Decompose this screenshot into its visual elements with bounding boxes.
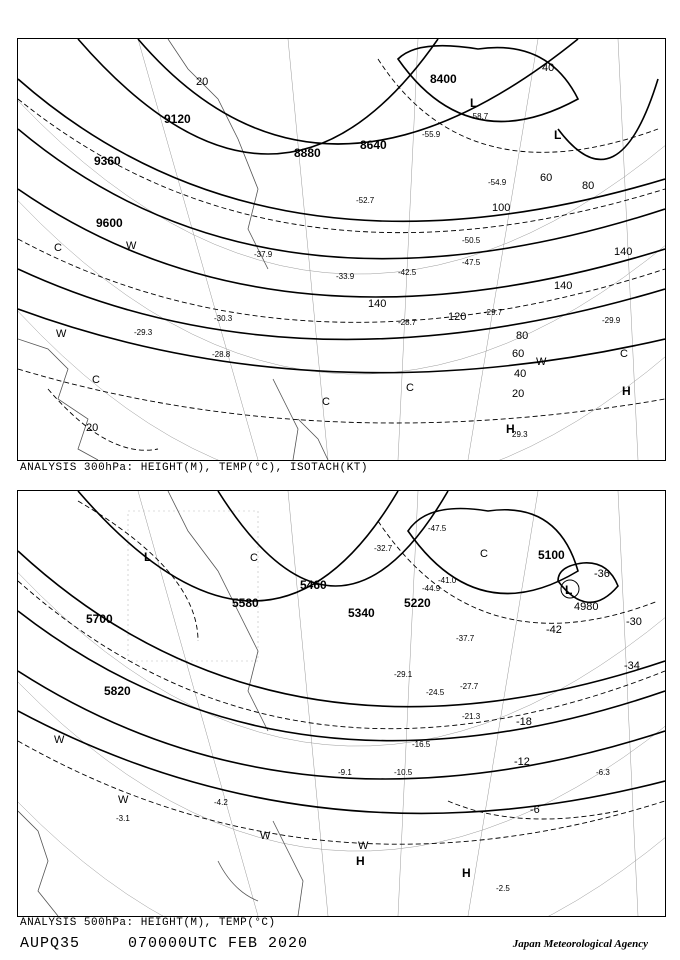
isotach-label: 60 bbox=[512, 348, 525, 360]
low-center: L bbox=[144, 550, 152, 564]
height-label: 8640 bbox=[360, 138, 387, 152]
isotach-label: 20 bbox=[196, 76, 209, 88]
temp-sample: -54.9 bbox=[488, 178, 507, 187]
cold-center: C bbox=[480, 548, 488, 560]
height-label: 5100 bbox=[538, 548, 565, 562]
warm-center: W bbox=[536, 356, 547, 368]
isotherm-label: -42 bbox=[546, 624, 562, 636]
temp-sample: -29.3 bbox=[134, 328, 153, 337]
temp-sample: -47.5 bbox=[428, 524, 447, 533]
isotach-label: 80 bbox=[516, 330, 529, 342]
high-center: H bbox=[356, 854, 365, 868]
isotach-label: 40 bbox=[514, 368, 527, 380]
chart-300hpa-map bbox=[18, 39, 665, 460]
chart-500hpa-map bbox=[18, 491, 665, 916]
temp-sample: -6.3 bbox=[596, 768, 610, 777]
cold-center: C bbox=[620, 348, 628, 360]
height-label: 5700 bbox=[86, 612, 113, 626]
isotherm-label: -12 bbox=[514, 756, 530, 768]
isotach-label: 140 bbox=[614, 246, 633, 258]
height-label: 9120 bbox=[164, 112, 191, 126]
temp-sample: -4.2 bbox=[214, 798, 228, 807]
temp-sample: -16.5 bbox=[412, 740, 431, 749]
temp-sample: -10.5 bbox=[394, 768, 413, 777]
chart-code: AUPQ35 bbox=[20, 935, 81, 952]
temp-sample: -47.5 bbox=[462, 258, 481, 267]
temperature-samples bbox=[116, 524, 610, 893]
warm-center: W bbox=[54, 734, 65, 746]
height-label: 8400 bbox=[430, 72, 457, 86]
isotherms bbox=[18, 59, 665, 450]
temp-sample: -28.7 bbox=[398, 318, 417, 327]
cold-center: C bbox=[322, 396, 330, 408]
temp-sample: -29.9 bbox=[602, 316, 621, 325]
pressure-centers bbox=[54, 96, 631, 439]
temp-sample: -37.7 bbox=[456, 634, 475, 643]
isotherm-label: -6 bbox=[530, 804, 540, 816]
warm-center: W bbox=[118, 794, 129, 806]
isotach-label: 20 bbox=[86, 422, 99, 434]
high-center: H bbox=[506, 422, 515, 436]
height-label: 8880 bbox=[294, 146, 321, 160]
temp-sample: -42.5 bbox=[398, 268, 417, 277]
height-label: 5580 bbox=[232, 596, 259, 610]
chart-300hpa bbox=[17, 38, 666, 461]
chart-500hpa bbox=[17, 490, 666, 917]
isotach-label: 100 bbox=[492, 202, 511, 214]
warm-center: W bbox=[126, 240, 137, 252]
temp-sample: -28.8 bbox=[212, 350, 231, 359]
valid-time: 070000UTC FEB 2020 bbox=[128, 935, 309, 952]
height-label: 5340 bbox=[348, 606, 375, 620]
chart-500hpa-caption: ANALYSIS 500hPa: HEIGHT(M), TEMP(°C) bbox=[20, 917, 276, 929]
height-label: 9600 bbox=[96, 216, 123, 230]
coastline bbox=[18, 39, 328, 460]
isotach-label: 120 bbox=[448, 311, 467, 323]
isotherm-label: -30 bbox=[626, 616, 642, 628]
cold-center: C bbox=[250, 552, 258, 564]
isotach-label: 140 bbox=[554, 280, 573, 292]
temp-sample: -32.7 bbox=[374, 544, 393, 553]
temp-sample: -37.9 bbox=[254, 250, 273, 259]
coastline bbox=[18, 491, 303, 916]
high-temp-sample: 29.3 bbox=[512, 430, 528, 439]
high-center: H bbox=[462, 866, 471, 880]
cold-center: C bbox=[406, 382, 414, 394]
temp-sample: -33.9 bbox=[336, 272, 355, 281]
isotach-label: 40 bbox=[542, 62, 555, 74]
low-center: L bbox=[470, 96, 478, 110]
cold-center: C bbox=[54, 242, 62, 254]
isotherm-label: -34 bbox=[624, 660, 640, 672]
isotach-label: 140 bbox=[368, 298, 387, 310]
isotherms bbox=[18, 501, 665, 844]
height-labels bbox=[94, 72, 457, 230]
height-label: 5820 bbox=[104, 684, 131, 698]
isotherm-label: -36 bbox=[594, 568, 610, 580]
isotach-label: 20 bbox=[512, 388, 525, 400]
agency-name: Japan Meteorological Agency bbox=[512, 938, 648, 950]
temp-sample: -55.9 bbox=[422, 130, 441, 139]
temp-sample: -24.5 bbox=[426, 688, 445, 697]
temp-sample: -58.7 bbox=[470, 112, 489, 121]
temp-sample: -9.1 bbox=[338, 768, 352, 777]
temp-sample: -41.0 bbox=[438, 576, 457, 585]
temp-sample: -27.7 bbox=[460, 682, 479, 691]
isotach-label: 80 bbox=[582, 180, 595, 192]
height-label: 5460 bbox=[300, 578, 327, 592]
isotherm-label: -18 bbox=[516, 716, 532, 728]
temp-sample: -44.9 bbox=[422, 584, 441, 593]
warm-center: W bbox=[260, 830, 271, 842]
temp-sample: -21.3 bbox=[462, 712, 481, 721]
temp-sample: -2.5 bbox=[496, 884, 510, 893]
warm-center: W bbox=[56, 328, 67, 340]
temp-sample: -29.1 bbox=[394, 670, 413, 679]
temp-sample: -50.5 bbox=[462, 236, 481, 245]
height-labels bbox=[86, 548, 598, 698]
temp-sample: -52.7 bbox=[356, 196, 375, 205]
temp-sample: -29.7 bbox=[484, 308, 503, 317]
chart-300hpa-caption: ANALYSIS 300hPa: HEIGHT(M), TEMP(°C), ISOTACH(KT) bbox=[20, 462, 368, 474]
height-label: 5220 bbox=[404, 596, 431, 610]
temp-sample: -3.1 bbox=[116, 814, 130, 823]
height-label: 9360 bbox=[94, 154, 121, 168]
cold-center: C bbox=[92, 374, 100, 386]
temp-sample: -30.3 bbox=[214, 314, 233, 323]
height-label: 4980 bbox=[574, 601, 599, 613]
low-center: L bbox=[554, 128, 562, 142]
pressure-centers bbox=[54, 548, 579, 880]
warm-center: W bbox=[358, 840, 369, 852]
isotach-label: 60 bbox=[540, 172, 553, 184]
high-center: H bbox=[622, 384, 631, 398]
graticule bbox=[18, 39, 665, 460]
low-center: L bbox=[565, 583, 573, 597]
